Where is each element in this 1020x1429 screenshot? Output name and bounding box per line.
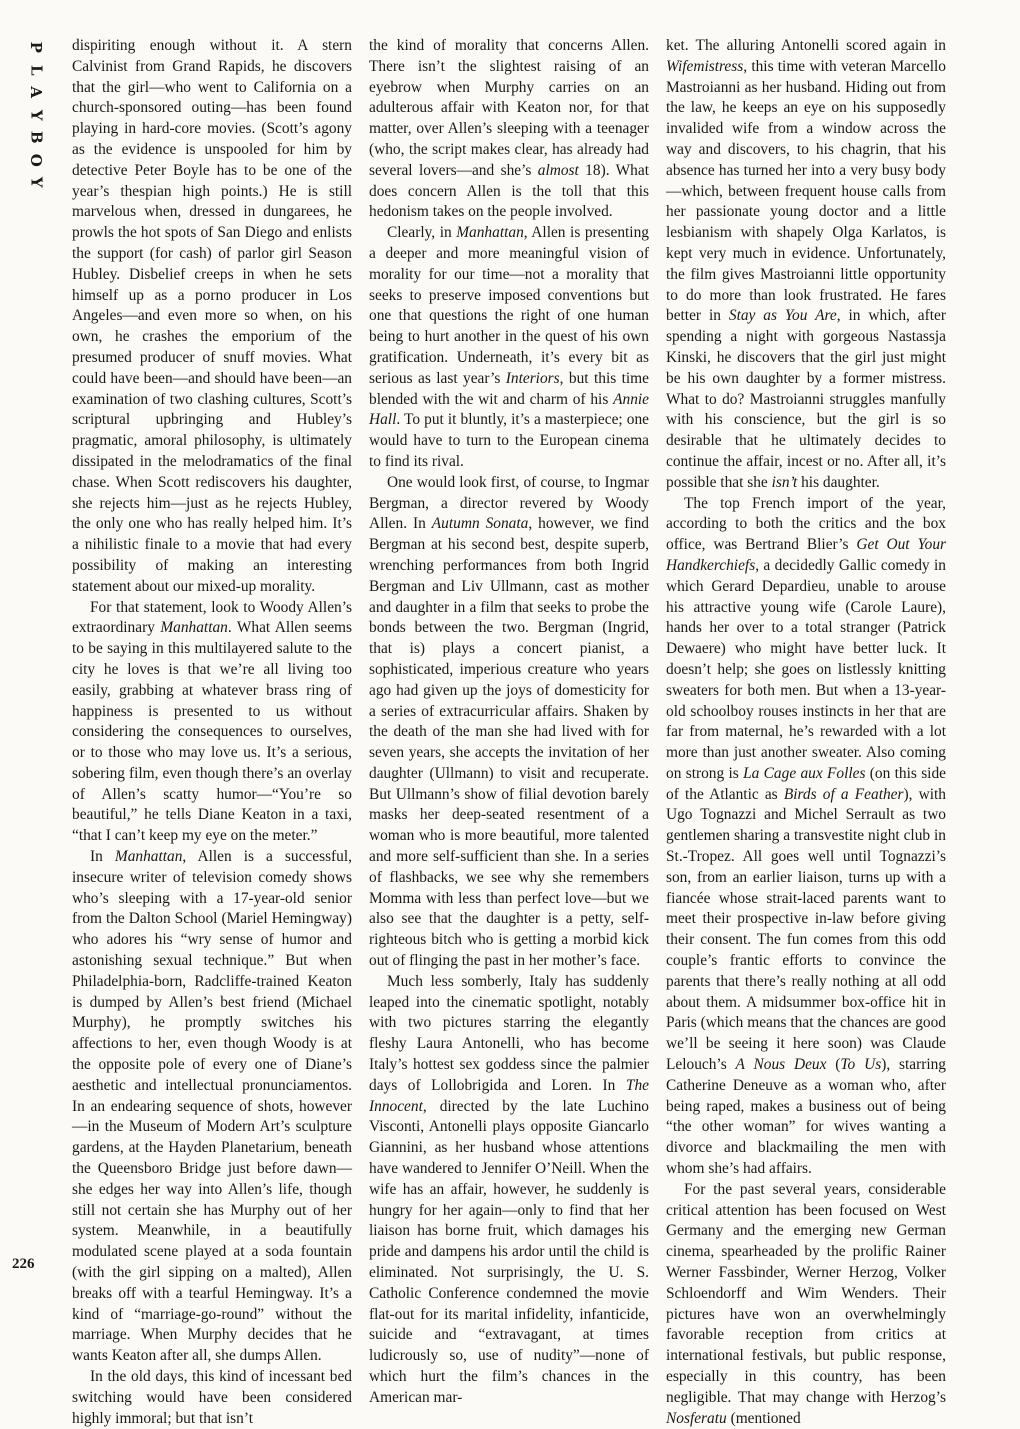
italic-title: almost xyxy=(537,161,579,179)
paragraph-text: For that statement, look to Woody Allen’s extraordinary xyxy=(72,598,352,637)
article-column-3 xyxy=(666,36,946,1429)
paragraph-text: , Allen is presenting a deeper and more meaningful vision of morality for our time—not a morality that seeks to preserve imposed conventions but one that questions the right of one human being to hurt another in the quest of his own gratification. Underneath, it’s every bit as serious as last year’s xyxy=(369,224,649,387)
paragraph-text: (on this side of the Atlantic as xyxy=(666,764,946,803)
paragraph-text: . What Allen seems to be saying in this multilayered salute to the city he loves is that we’re all living too easily, grabbing at whatever brass ring of happiness is presented to us without considering the consequences to ourselves, or to those who may love us. It’s a serious, sobering film, even though there’s an overlay of Allen’s scatty humor—“You’re so beautiful,” he tells Diane Keaton in a taxi, “that I can’t keep my eye on the meter.” xyxy=(72,619,352,845)
italic-title: Interiors xyxy=(505,369,560,387)
article-paragraph xyxy=(72,36,352,598)
article-paragraph xyxy=(72,598,352,848)
paragraph-text: ), starring Catherine Deneuve as a woman who, after being raped, makes a business out of being “the other woman” for wives wanting a divorce and blackmailing the men with whom she’s had affairs. xyxy=(666,1056,947,1178)
paragraph-text: , in which, after spending a night with gorgeous Nastassja Kinski, he discovers that the girl just might be his own daughter by a former mistress. What to do? Mastroianni struggles manfully with his conscience, but the girl is so desirable that he ultimately decides to continue the affair, incest or no. After all, it’s possible that she xyxy=(666,307,947,491)
paragraph-text: In the old days, this kind of incessant bed switching would have been considered highly immoral; but that isn’t xyxy=(72,1368,352,1427)
article-paragraph xyxy=(369,223,649,473)
paragraph-text: , but this time blended with the wit and charm of his xyxy=(369,369,649,408)
article-column-2 xyxy=(369,36,649,1409)
masthead-letter: P xyxy=(27,41,46,53)
masthead-letter: B xyxy=(27,130,46,144)
italic-title: Birds of a Feather xyxy=(783,785,904,803)
paragraph-text: the kind of morality that concerns Allen. There isn’t the slightest raising of an eyebrow when Murphy carries on an adulterous affair with Keaton nor, for that matter, over Allen’s sleeping with a teenager (who, the script makes clear, has already had several lovers—and she’s xyxy=(369,37,649,179)
paragraph-text: , however, we find Bergman at his second best, despite superb, wrenching performances from both Ingrid Bergman and Liv Ullmann, cast as mother and daughter in a film that seeks to probe the bonds between the two. Bergman (Ingrid, that is) plays a concert pianist, a sophisticated, imperious creature who years ago had given up the joys of domesticity for a series of extracurricular affairs. Shaken by the death of the man she had lived with for seven years, she accepts the invitation of her daughter (Ullmann) to visit and recuperate. But Ullmann’s show of filial devotion barely masks her deep-seated resentment of a woman who is more beautiful, more talented and more self-sufficient than she. In a series of flashbacks, we see why she remembers Momma with less than perfect love—but we also see that the daughter is a petty, self-righteous bitch who is getting a morbid kick out of flinging the past in her mother’s face. xyxy=(369,515,649,970)
masthead-letter: Y xyxy=(27,176,46,188)
paragraph-text: dispiriting enough without it. A stern Calvinist from Grand Rapids, he discovers that the girl—who went to California on a church-sponsored outing—has been found playing in hard-core movies. (Scott’s agony as the evidence is unspooled for him by detective Peter Boyle has to be one of the year’s thespian high points.) He is still marvelous when, dressed in dungarees, he prowls the hot spots of San Diego and enlists the support (for cash) of parlor girl Season Hubley. Disbelief creeps in when he sets himself up as a porno producer in Los Angeles—and even more so when, on his own, he crashes the emporium of the presumed producer of snuff movies. What could have been—and should have been—an examination of two clashing cultures, Scott’s scriptural upbringing and Hubley’s pragmatic, amoral philosophy, is ultimately dissipated in the melodramatics of the final chase. When Scott rediscovers his daughter, she rejects him—just as he rejects Hubley, the only one who has really helped him. It’s a nihilistic finale to a movie that had every possibility of making an interesting statement about our mixed-up morality. xyxy=(72,37,352,595)
paragraph-text: (mentioned xyxy=(726,1409,801,1427)
paragraph-text: , directed by the late Luchino Visconti, Antonelli plays opposite Giancarlo Giannini, as her husband whose attentions have wandered to Jennifer O’Neill. When the wife has an affair, however, he suddenly is hungry for her again—only to find that her liaison has borne fruit, which damages his pride and dampens his ardor until the child is eliminated. Not surprisingly, the U. S. Catholic Conference condemned the movie flat-out for its marital infidelity, infanticide, suicide and “extravagant, at times ludicrously so, use of nudity”—none of which hurt the film’s chances in the American mar- xyxy=(369,1097,649,1406)
italic-title: La Cage aux Folles xyxy=(743,764,866,782)
masthead-letter: O xyxy=(27,153,46,167)
italic-title: Manhattan xyxy=(160,619,228,637)
masthead-letter: A xyxy=(27,86,46,99)
article-paragraph xyxy=(666,36,946,494)
paragraph-text: For the past several years, considerable critical attention has been focused on West Germany and the emerging new German cinema, spearheaded by the prolific Rainer Werner Fassbinder, Werner Herzog, Volker Schloendorff and Wim Wenders. Their pictures have won an overwhelmingly favorable reception from critics at international festivals, but public response, especially in this country, has been negligible. That may change with Herzog’s xyxy=(666,1180,946,1406)
italic-title: Manhattan xyxy=(114,848,183,866)
paragraph-text: . To put it bluntly, it’s a masterpiece; one would have to turn to the European cinema to find its rival. xyxy=(369,411,649,470)
article-paragraph xyxy=(72,847,352,1367)
italic-title: isn’t xyxy=(771,473,798,491)
paragraph-text: Much less somberly, Italy has suddenly leaped into the cinematic spotlight, notably with two pictures starring the elegantly fleshy Laura Antonelli, who has become Italy’s hottest sex goddess since the palmier days of Lollobrigida and Loren. In xyxy=(369,972,649,1094)
paragraph-text: , this time with veteran Marcello Mastroianni as her husband. Hiding out from the law, he keeps an eye on his supposedly invalided wife from a window across the way and discovers, to his chagrin, that his absence has turned her into a very busy body—which, between frequent house calls from her passionate young doctor and a little lesbianism with shapely Olga Karlatos, is kept very much in evidence. Unfortunately, the film gives Mastroianni little opportunity to do more than look frustrated. He fares better in xyxy=(666,57,946,325)
paragraph-text: 18). What does concern Allen is the toll that this hedonism takes on the people involved. xyxy=(369,161,649,221)
italic-title: Manhattan xyxy=(456,224,524,242)
italic-title: Annie Hall xyxy=(369,390,649,429)
paragraph-text: One would look first, of course, to Ingmar Bergman, a director revered by Woody Allen. In xyxy=(369,473,649,533)
italic-title: A Nous Deux xyxy=(735,1056,827,1074)
page-number: 226 xyxy=(12,1256,35,1272)
paragraph-text: his daughter. xyxy=(797,473,880,491)
paragraph-text: , Allen is a successful, insecure writer of television comedy shows who’s sleeping with a 17-year-old senior from the Dalton School (Mariel Hemingway) who adores his “wry sense of humor and astonishing sexual technique.” But when Philadelphia-born, Radcliffe-trained Keaton is dumped by Allen’s best friend (Michael Murphy), he promptly switches his affections to her, even though Woody is at the opposite pole of every one of Diane’s aesthetic and intellectual pronunciamentos. In an endearing sequence of shots, however—in the Museum of Modern Art’s sculpture gardens, at the Hayden Planetarium, beneath the Queensboro Bridge just before dawn—she edges her way into Allen’s life, though still not certain she has Murphy out of her system. Meanwhile, in a beautifully modulated scene played at a soda fountain (with the girl sipping on a malted), Allen breaks off with a tearful Hemingway. It’s a kind of “marriage-go-round” without the marriage. When Murphy decides that he wants Keaton after all, she dumps Allen. xyxy=(72,848,353,1365)
article-paragraph xyxy=(666,494,946,1180)
article-column-1 xyxy=(72,36,352,1429)
paragraph-text: The top French import of the year, according to both the critics and the box office, was Bertrand Blier’s xyxy=(666,494,946,554)
paragraph-text: In xyxy=(90,848,115,866)
article-paragraph xyxy=(369,972,649,1409)
paragraph-text: Clearly, in xyxy=(387,224,457,242)
italic-title: Get Out Your Handkerchiefs xyxy=(666,536,946,574)
article-paragraph xyxy=(666,1180,946,1429)
paragraph-text: ), with Ugo Tognazzi and Michel Serrault as two gentlemen sharing a transvestite night club in St.-Tropez. All goes well until Tognazzi’s son, from an earlier liaison, turns up with a fiancée whose strait-laced parents want to meet their prospective in-law before giving their consent. The fun comes from this odd couple’s frantic efforts to convince the parents that there’s really nothing at all odd about them. A midsummer box-office hit in Paris (which means that the chances are good we’ll be seeing it here soon) was Claude Lelouch’s xyxy=(666,785,946,1074)
paragraph-text: , a decidedly Gallic comedy in which Gerard Depardieu, unable to arouse his attractive young wife (Carole Laure), hands her over to a total stranger (Patrick Dewaere) who might have better luck. It doesn’t help; she goes on listlessly knitting sweaters for both men. But when a 13-year-old schoolboy rouses instincts in her that are far from maternal, he’s rewarded with a lot more than just another sweater. Also coming on strong is xyxy=(666,556,946,782)
paragraph-text: ket. The alluring Antonelli scored again in xyxy=(666,37,946,54)
masthead-letter: Y xyxy=(27,109,46,121)
italic-title: Nosferatu xyxy=(666,1409,727,1427)
article-paragraph xyxy=(72,1367,352,1429)
italic-title: Stay as You Are xyxy=(728,307,837,325)
italic-title: Autumn Sonata xyxy=(431,515,529,533)
paragraph-text: ( xyxy=(826,1056,841,1074)
masthead-letter: L xyxy=(27,64,46,76)
italic-title: Wifemistress xyxy=(666,57,744,75)
article-paragraph xyxy=(369,473,649,972)
italic-title: To Us xyxy=(840,1056,882,1074)
italic-title: The Innocent xyxy=(369,1076,649,1115)
article-paragraph xyxy=(369,36,649,223)
playboy-masthead xyxy=(22,36,50,194)
